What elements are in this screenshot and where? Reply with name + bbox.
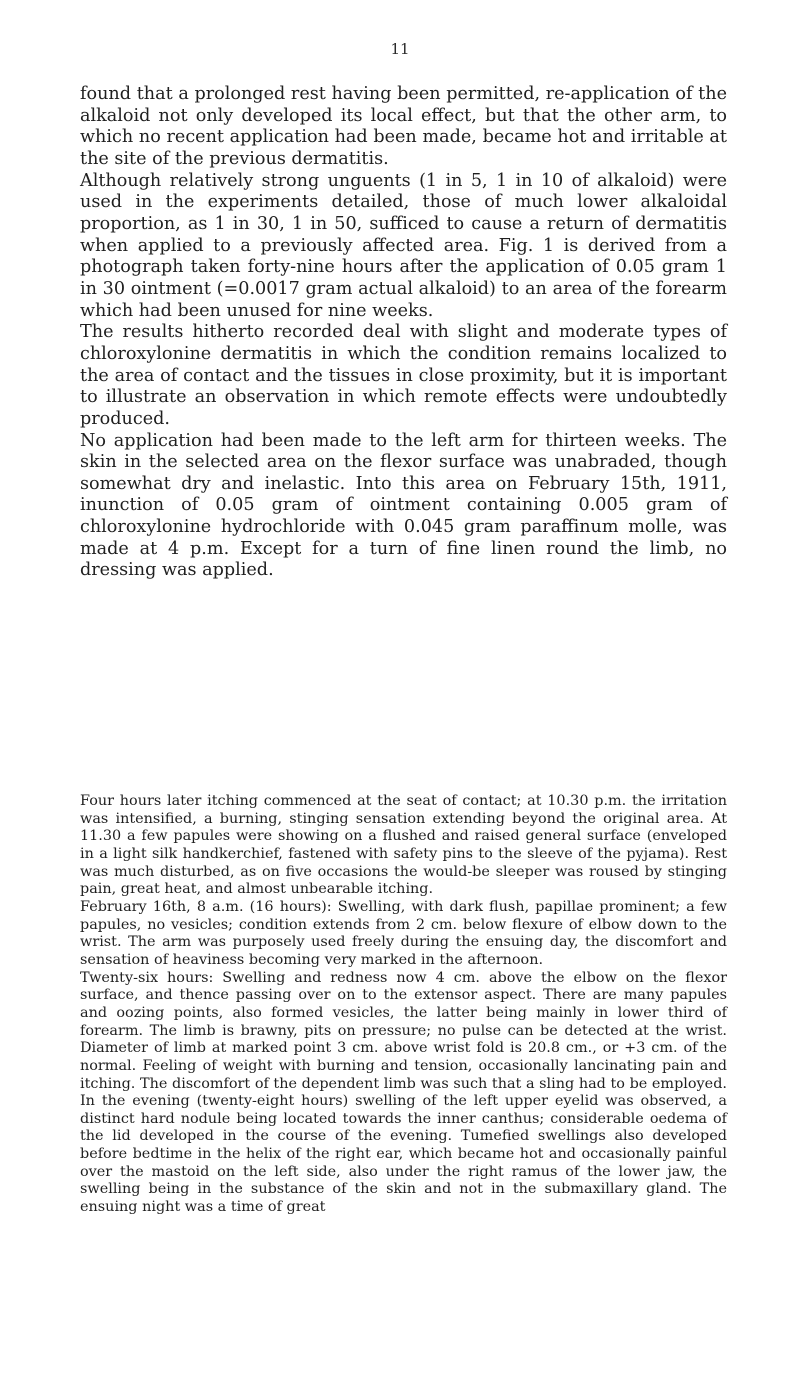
main-text-large: [80, 84, 727, 582]
page-number: 11: [390, 40, 410, 58]
paragraph-prolonged-rest: found that a prolonged rest having been permitted, re-application of the alkaloid not only developed its local effect, but that the other arm, to which no recent application had been made, became hot and irritable at the site of the previous dermatitis.: [80, 84, 727, 169]
paragraph-unguents: Although relatively strong unguents (1 in 5, 1 in 10 of alkaloid) were used in the experiments detailed, those of much lower alkaloidal proportion, as 1 in 30, 1 in 50, sufficed to cause a return of dermatitis when applied to a previously affected area. Fig. 1 is derived from a photograph taken forty-nine hours after the application of 0.05 gram 1 in 30 ointment (=0.0017 gram actual alkaloid) to an area of the forearm which had been unused for nine weeks.: [80, 170, 727, 321]
case-notes-small: [80, 793, 727, 1217]
paragraph-results-hitherto: The results hitherto recorded deal with slight and moderate types of chloroxylonine dermatitis in which the condition remains localized to the area of contact and the tissues in close proximity, but it is important to illustrate an observation in which remote effects were undoubtedly produced.: [80, 322, 727, 429]
paragraph-february-16th: February 16th, 8 a.m. (16 hours): Swelling, with dark flush, papillae prominent; a few papules, no vesicles; condition extends from 2 cm. below flexure of elbow down to the wrist. The arm was purposely used freely during the ensuing day, the discomfort and sensation of heaviness becoming very marked in the afternoon.: [80, 898, 727, 968]
paragraph-left-arm-application: No application had been made to the left arm for thirteen weeks. The skin in the selected area on the flexor surface was unabraded, though somewhat dry and inelastic. Into this area on February 15th, 1911, inunction of 0.05 gram of ointment containing 0.005 gram of chloroxylonine hydrochloride with 0.045 gram paraffinum molle, was made at 4 p.m. Except for a turn of fine linen round the limb, no dressing was applied.: [80, 430, 727, 581]
paragraph-four-hours-later: Four hours later itching commenced at the seat of contact; at 10.30 p.m. the irritation was intensified, a burning, stinging sensation extending beyond the original area. At 11.30 a few papules were showing on a flushed and raised general surface (enveloped in a light silk handkerchief, fastened with safety pins to the sleeve of the pyjama). Rest was much disturbed, as on five occasions the would-be sleeper was roused by stinging pain, great heat, and almost unbearable itching.: [80, 793, 727, 898]
paragraph-twenty-six-hours: Twenty-six hours: Swelling and redness now 4 cm. above the elbow on the flexor surface, and thence passing over on to the extensor aspect. There are many papules and oozing points, also formed vesicles, the latter being mainly in lower third of forearm. The limb is brawny, pits on pressure; no pulse can be detected at the wrist. Diameter of limb at marked point 3 cm. above wrist fold is 20.8 cm., or +3 cm. of the normal. Feeling of weight with burning and tension, occasionally lancinating pain and itching. The discomfort of the dependent limb was such that a sling had to be employed. In the evening (twenty-eight hours) swelling of the left upper eyelid was observed, a distinct hard nodule being located towards the inner canthus; considerable oedema of the lid developed in the course of the evening. Tumefied swellings also developed before bedtime in the helix of the right ear, which became hot and occasionally painful over the mastoid on the left side, also under the right ramus of the lower jaw, the swelling being in the substance of the skin and not in the submaxillary gland. The ensuing night was a time of great: [80, 969, 727, 1216]
